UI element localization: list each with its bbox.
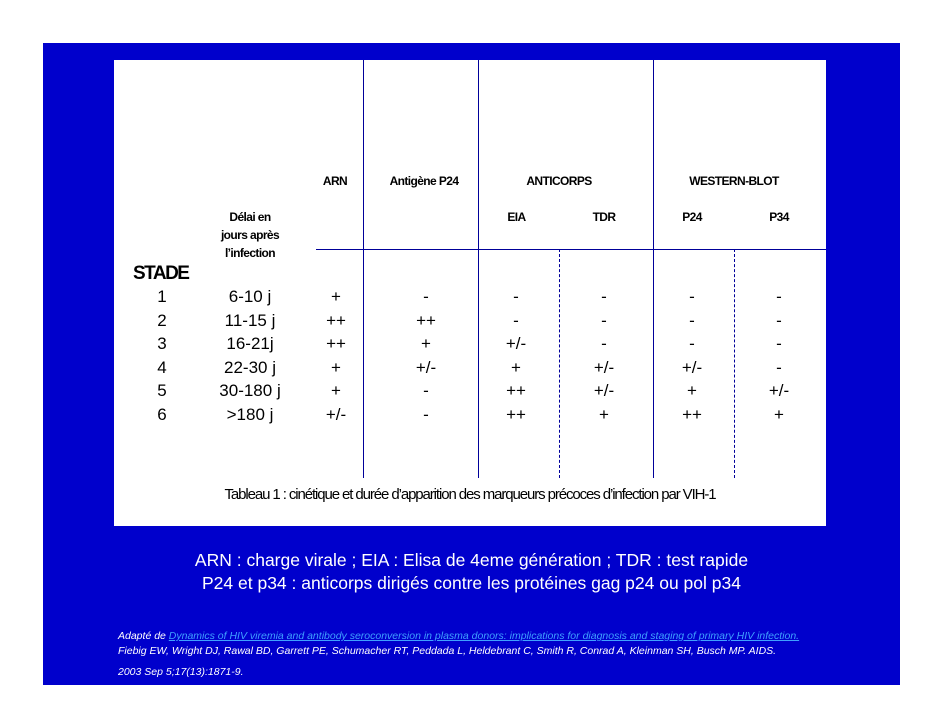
header-wb-p34: P34 bbox=[769, 210, 789, 224]
legend-line-2: P24 et p34 : anticorps dirigés contre les protéines gag p24 ou pol p34 bbox=[202, 573, 741, 593]
header-antigene-p24: Antigène P24 bbox=[389, 174, 459, 188]
table-row: 1 6-10 j + - - - - - bbox=[157, 287, 782, 306]
table-body bbox=[114, 287, 826, 428]
table-row: 3 16-21j ++ + +/- - - - bbox=[157, 334, 782, 353]
header-divider bbox=[316, 249, 826, 250]
header-tdr: TDR bbox=[592, 210, 616, 224]
table-caption: Tableau 1 : cinétique et durée d’apparition des marqueurs précoces d’infection par VIH-1 bbox=[224, 486, 716, 503]
header-wb-p24: P24 bbox=[682, 210, 702, 224]
table-row: 5 30-180 j + - ++ +/- + +/- bbox=[157, 381, 790, 400]
table-row: 6 >180 j +/- - ++ + ++ + bbox=[157, 404, 784, 424]
header-anticorps: ANTICORPS bbox=[526, 174, 592, 188]
header-western-blot: WESTERN-BLOT bbox=[689, 174, 779, 188]
legend-line-1: ARN : charge virale ; EIA : Elisa de 4eme génération ; TDR : test rapide bbox=[194, 550, 749, 570]
header-delai: Délai en jours après l’infection bbox=[220, 210, 280, 260]
table-row: 4 22-30 j + +/- + +/- +/- - bbox=[157, 357, 782, 377]
reference-authors: Fiebig EW, Wright DJ, Rawal BD, Garrett PE, Schumacher RT, Peddada L, Heldebrant C, Smith R, Conrad A, Kleinman SH, Busch MP. AIDS. bbox=[118, 645, 777, 657]
header-eia: EIA bbox=[507, 210, 526, 224]
header-arn: ARN bbox=[322, 174, 348, 188]
table-row: 2 11-15 j ++ ++ - - - - bbox=[157, 310, 782, 330]
reference-link[interactable]: Dynamics of HIV viremia and antibody seroconversion in plasma donors: implications for diagnosis and staging of primary HIV infection. bbox=[168, 630, 800, 642]
marker-table bbox=[114, 60, 826, 526]
header-stade: STADE bbox=[133, 263, 189, 284]
reference-source: Adapté de Dynamics of HIV viremia and antibody seroconversion in plasma donors: implications for diagnosis and staging of primary HIV infection. bbox=[118, 630, 800, 642]
reference-citation: 2003 Sep 5;17(13):1871-9. bbox=[118, 666, 244, 678]
